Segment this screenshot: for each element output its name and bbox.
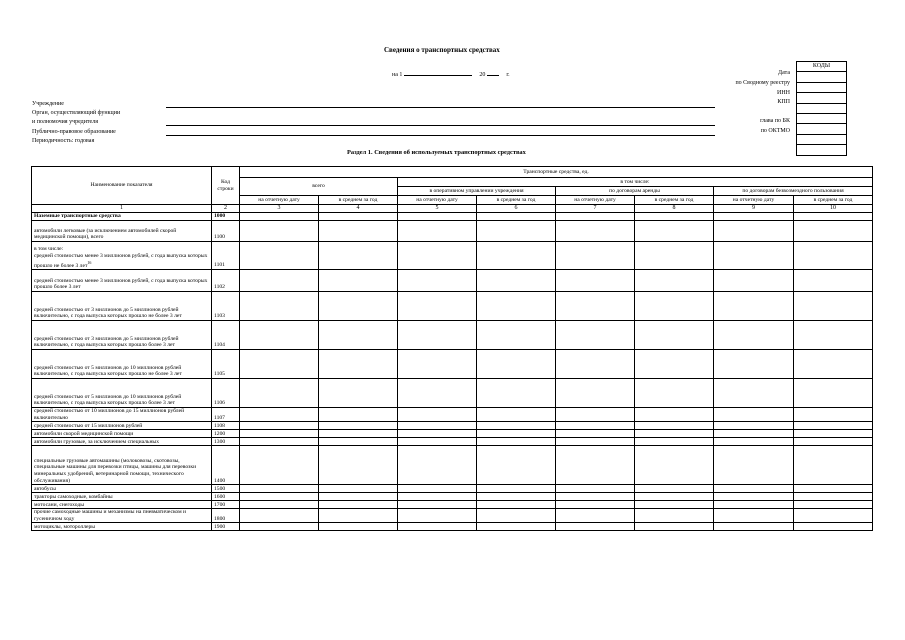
value-cell[interactable] (240, 213, 319, 221)
value-cell[interactable] (794, 221, 873, 242)
row-code: 1102 (212, 270, 240, 292)
value-cell[interactable] (240, 270, 319, 292)
table-row (32, 321, 873, 350)
row-name (32, 321, 212, 350)
field-label-authority-2: и полномочия учредителя (32, 119, 98, 125)
code-cell-inn[interactable] (797, 93, 846, 103)
value-cell[interactable] (635, 446, 714, 485)
value-cell[interactable] (398, 221, 477, 242)
value-cell[interactable] (240, 523, 319, 531)
value-cell[interactable] (240, 379, 319, 408)
code-cell-oktmo[interactable] (797, 135, 846, 145)
date-prefix: на 1 (392, 72, 403, 78)
row-code: 1600 (212, 493, 240, 501)
value-cell[interactable] (556, 446, 635, 485)
value-cell[interactable] (556, 270, 635, 292)
date-line (392, 69, 510, 78)
value-cell[interactable] (477, 523, 556, 531)
value-cell[interactable] (714, 213, 794, 221)
value-cell[interactable] (794, 379, 873, 408)
value-cell[interactable] (319, 430, 398, 438)
row-name-text: автомобили грузовые, за исключением специальных (34, 438, 159, 445)
value-cell[interactable] (398, 422, 477, 430)
row-name-text: средней стоимостью от 3 миллионов до 5 миллионов рублей включительно, с года выпуска которых прошло не более 3 лет (34, 306, 182, 320)
row-name-text: мотоциклы, мотороллеры (34, 523, 96, 530)
row-name-text: средней стоимостью от 10 миллионов до 15 миллионов рублей включительно (34, 408, 185, 421)
value-cell[interactable] (240, 321, 319, 350)
value-cell[interactable] (398, 485, 477, 493)
field-line-public-entity[interactable] (166, 135, 715, 136)
value-cell[interactable] (556, 509, 635, 523)
value-cell[interactable] (635, 422, 714, 430)
field-label-institution: Учреждение (32, 101, 64, 107)
value-cell[interactable] (240, 509, 319, 523)
header-code (212, 167, 240, 205)
value-cell[interactable] (477, 270, 556, 292)
row-name (32, 270, 212, 292)
value-cell[interactable] (794, 523, 873, 531)
value-cell[interactable] (319, 270, 398, 292)
value-cell[interactable] (556, 221, 635, 242)
value-cell[interactable] (635, 350, 714, 379)
row-code: 1000 (212, 213, 240, 221)
value-cell[interactable] (635, 485, 714, 493)
header-including: в том числе: (398, 178, 873, 187)
row-code: 1101 (212, 242, 240, 270)
date-year-prefix: 20 (479, 72, 486, 78)
row-name-text: средней стоимостью от 3 миллионов до 5 миллионов рублей включительно, с года выпуска которых прошло более 3 лет (34, 335, 179, 349)
value-cell[interactable] (556, 321, 635, 350)
row-code: 1300 (212, 438, 240, 446)
header-name: Наименование показателя (32, 167, 212, 205)
value-cell[interactable] (714, 430, 794, 438)
column-number: 10 (794, 205, 873, 213)
header-code-line1: Код (221, 178, 230, 185)
value-cell[interactable] (794, 446, 873, 485)
value-cell[interactable] (556, 501, 635, 509)
row-code: 1100 (212, 221, 240, 242)
row-name-text: в том числе: средней стоимостью менее 3 миллионов рублей, с года выпуска которых прошло не более 3 лет (34, 246, 208, 269)
value-cell[interactable] (794, 438, 873, 446)
row-name (32, 501, 212, 509)
value-cell[interactable] (714, 422, 794, 430)
value-cell[interactable] (794, 350, 873, 379)
date-year-suffix: г. (506, 72, 510, 78)
row-name-text: средней стоимостью от 5 миллионов до 10 миллионов рублей включительно, с года выпуска которых прошло не более 3 лет (34, 364, 182, 378)
value-cell[interactable] (635, 213, 714, 221)
value-cell[interactable] (240, 493, 319, 501)
value-cell[interactable] (319, 408, 398, 422)
footnote-mark: 16 (87, 259, 92, 265)
value-cell[interactable] (240, 446, 319, 485)
value-cell[interactable] (794, 213, 873, 221)
value-cell[interactable] (714, 485, 794, 493)
table-row (32, 221, 873, 242)
value-cell[interactable] (556, 379, 635, 408)
table-row (32, 501, 873, 509)
header-group-lease: по договорам аренды (556, 187, 714, 196)
row-code: 1103 (212, 292, 240, 321)
row-code: 1700 (212, 501, 240, 509)
row-name (32, 509, 212, 523)
value-cell[interactable] (319, 292, 398, 321)
table-row (32, 509, 873, 523)
table-row (32, 292, 873, 321)
value-cell[interactable] (714, 292, 794, 321)
row-name-text: автобусы (34, 485, 56, 492)
value-cell[interactable] (319, 438, 398, 446)
value-cell[interactable] (319, 350, 398, 379)
value-cell[interactable] (794, 509, 873, 523)
field-label-authority-1: Орган, осуществляющий функции (32, 110, 121, 116)
column-number: 6 (477, 205, 556, 213)
value-cell[interactable] (714, 446, 794, 485)
row-code: 1106 (212, 379, 240, 408)
value-cell[interactable] (556, 242, 635, 270)
value-cell[interactable] (477, 408, 556, 422)
value-cell[interactable] (477, 221, 556, 242)
codes-box (796, 61, 847, 156)
value-cell[interactable] (635, 408, 714, 422)
value-cell[interactable] (398, 321, 477, 350)
header-group-free-use: по договорам безвозмездного пользования (714, 187, 873, 196)
column-number: 4 (319, 205, 398, 213)
row-name (32, 242, 212, 270)
column-number: 2 (212, 205, 240, 213)
value-cell[interactable] (714, 270, 794, 292)
row-name-text: тракторы самоходные, комбайны (34, 493, 113, 500)
value-cell[interactable] (398, 501, 477, 509)
field-label-periodicity: Периодичность: годовая (32, 138, 95, 144)
table-row (32, 430, 873, 438)
value-cell[interactable] (240, 242, 319, 270)
value-cell[interactable] (635, 430, 714, 438)
row-code: 1200 (212, 430, 240, 438)
row-name-text: средней стоимостью от 15 миллионов рублей (34, 422, 143, 429)
value-cell[interactable] (635, 221, 714, 242)
value-cell[interactable] (556, 292, 635, 321)
subheader-year-average: в среднем за год (635, 196, 714, 205)
table-row (32, 350, 873, 379)
code-cell-chapter[interactable] (797, 124, 846, 134)
value-cell[interactable] (794, 501, 873, 509)
codes-header: КОДЫ (797, 62, 846, 72)
table-row (32, 408, 873, 422)
value-cell[interactable] (398, 242, 477, 270)
table-row (32, 242, 873, 270)
value-cell[interactable] (319, 242, 398, 270)
value-cell[interactable] (477, 446, 556, 485)
row-name (32, 408, 212, 422)
value-cell[interactable] (319, 509, 398, 523)
code-cell-date[interactable] (797, 72, 846, 82)
value-cell[interactable] (635, 242, 714, 270)
value-cell[interactable] (635, 501, 714, 509)
subheader-report-date: на отчетную дату (714, 196, 794, 205)
value-cell[interactable] (794, 493, 873, 501)
value-cell[interactable] (398, 270, 477, 292)
value-cell[interactable] (477, 379, 556, 408)
row-code: 1107 (212, 408, 240, 422)
value-cell[interactable] (477, 493, 556, 501)
value-cell[interactable] (398, 350, 477, 379)
section-title: Раздел 1. Сведения об используемых транспортных средствах (347, 149, 526, 156)
value-cell[interactable] (556, 213, 635, 221)
header-group-operational: в оперативном управлении учреждения (398, 187, 556, 196)
value-cell[interactable] (635, 270, 714, 292)
row-code: 1900 (212, 523, 240, 531)
value-cell[interactable] (714, 242, 794, 270)
value-cell[interactable] (477, 292, 556, 321)
value-cell[interactable] (556, 493, 635, 501)
code-cell-empty[interactable] (797, 114, 846, 124)
value-cell[interactable] (714, 523, 794, 531)
value-cell[interactable] (398, 493, 477, 501)
table-row (32, 270, 873, 292)
value-cell[interactable] (319, 493, 398, 501)
table-row (32, 422, 873, 430)
value-cell[interactable] (714, 408, 794, 422)
code-label-registry: по Сводному реестру (735, 80, 790, 86)
value-cell[interactable] (319, 321, 398, 350)
column-number: 1 (32, 205, 212, 213)
header-transport: Транспортные средства, ед. (240, 167, 873, 178)
value-cell[interactable] (240, 438, 319, 446)
value-cell[interactable] (635, 509, 714, 523)
code-label-inn: ИНН (777, 90, 790, 96)
column-number: 5 (398, 205, 477, 213)
row-name-text: мотосани, снегоходы (34, 501, 84, 508)
code-label-chapter: глава по БК (760, 118, 790, 124)
column-number: 7 (556, 205, 635, 213)
value-cell[interactable] (714, 493, 794, 501)
value-cell[interactable] (398, 430, 477, 438)
value-cell[interactable] (319, 523, 398, 531)
field-line-institution[interactable] (166, 107, 715, 108)
value-cell[interactable] (319, 221, 398, 242)
value-cell[interactable] (240, 292, 319, 321)
date-day-month-field[interactable] (404, 69, 472, 76)
value-cell[interactable] (794, 242, 873, 270)
table-body (32, 213, 873, 531)
value-cell[interactable] (477, 242, 556, 270)
code-label-date: Дата (778, 70, 790, 76)
value-cell[interactable] (635, 523, 714, 531)
value-cell[interactable] (714, 350, 794, 379)
value-cell[interactable] (714, 321, 794, 350)
value-cell[interactable] (398, 438, 477, 446)
code-cell-kpp[interactable] (797, 104, 846, 114)
value-cell[interactable] (240, 408, 319, 422)
value-cell[interactable] (240, 350, 319, 379)
field-line-authority[interactable] (166, 125, 715, 126)
row-name (32, 523, 212, 531)
subheader-year-average: в среднем за год (794, 196, 873, 205)
value-cell[interactable] (477, 422, 556, 430)
code-label-kpp: КПП (777, 99, 790, 105)
header-code-line2: строки (217, 185, 234, 192)
value-cell[interactable] (240, 501, 319, 509)
value-cell[interactable] (398, 523, 477, 531)
value-cell[interactable] (635, 493, 714, 501)
value-cell[interactable] (240, 430, 319, 438)
value-cell[interactable] (398, 408, 477, 422)
table-row (32, 379, 873, 408)
value-cell[interactable] (477, 501, 556, 509)
row-code: 1104 (212, 321, 240, 350)
row-name (32, 379, 212, 408)
subheader-year-average: в среднем за год (477, 196, 556, 205)
value-cell[interactable] (794, 408, 873, 422)
value-cell[interactable] (714, 379, 794, 408)
value-cell[interactable] (556, 408, 635, 422)
table-row (32, 485, 873, 493)
value-cell[interactable] (794, 270, 873, 292)
row-code: 1500 (212, 485, 240, 493)
code-label-oktmo: по ОКТМО (760, 128, 790, 134)
column-number: 3 (240, 205, 319, 213)
row-name-text: средней стоимостью от 5 миллионов до 10 миллионов рублей включительно, с года выпуска которых прошло более 3 лет (34, 393, 182, 407)
value-cell[interactable] (477, 438, 556, 446)
value-cell[interactable] (714, 509, 794, 523)
table-row (32, 213, 873, 221)
field-label-public-entity: Публично-правовое образование (32, 129, 116, 135)
subheader-year-average: в среднем за год (319, 196, 398, 205)
value-cell[interactable] (556, 422, 635, 430)
subheader-report-date: на отчетную дату (240, 196, 319, 205)
value-cell[interactable] (477, 350, 556, 379)
row-name (32, 221, 212, 242)
value-cell[interactable] (714, 501, 794, 509)
value-cell[interactable] (635, 379, 714, 408)
header-total: всего (240, 178, 398, 196)
value-cell[interactable] (635, 292, 714, 321)
row-name-text: средней стоимостью менее 3 миллионов рублей, с года выпуска которых прошло более 3 лет (34, 277, 208, 291)
value-cell[interactable] (556, 430, 635, 438)
value-cell[interactable] (240, 485, 319, 493)
value-cell[interactable] (794, 485, 873, 493)
value-cell[interactable] (477, 485, 556, 493)
value-cell[interactable] (556, 523, 635, 531)
table-row (32, 493, 873, 501)
row-name (32, 213, 212, 221)
value-cell[interactable] (794, 422, 873, 430)
value-cell[interactable] (635, 438, 714, 446)
row-name-text: автомобили скорой медицинской помощи (34, 430, 134, 437)
table-row (32, 523, 873, 531)
value-cell[interactable] (556, 485, 635, 493)
row-name (32, 430, 212, 438)
row-name (32, 493, 212, 501)
value-cell[interactable] (398, 509, 477, 523)
value-cell[interactable] (556, 350, 635, 379)
column-number: 9 (714, 205, 794, 213)
row-name (32, 292, 212, 321)
value-cell[interactable] (240, 422, 319, 430)
column-number: 8 (635, 205, 714, 213)
code-cell-periodicity[interactable] (797, 145, 846, 155)
value-cell[interactable] (319, 501, 398, 509)
row-code: 1105 (212, 350, 240, 379)
value-cell[interactable] (477, 213, 556, 221)
row-name-text: прочие самоходные машины и механизмы на пневматическом и гусеничном ходу (34, 509, 186, 522)
transport-table (31, 166, 873, 531)
subheader-report-date: на отчетную дату (398, 196, 477, 205)
row-name-text: автомобили легковые (за исключением автомобилей скорой медицинской помощи), всего (34, 227, 177, 241)
value-cell[interactable] (398, 213, 477, 221)
value-cell[interactable] (319, 422, 398, 430)
date-year-field[interactable] (487, 69, 499, 76)
value-cell[interactable] (319, 446, 398, 485)
form-title: Сведения о транспортных средствах (384, 46, 500, 54)
table-row (32, 438, 873, 446)
row-name (32, 485, 212, 493)
value-cell[interactable] (477, 430, 556, 438)
value-cell[interactable] (635, 321, 714, 350)
code-cell-registry[interactable] (797, 83, 846, 93)
value-cell[interactable] (398, 446, 477, 485)
value-cell[interactable] (319, 485, 398, 493)
value-cell[interactable] (477, 321, 556, 350)
row-code: 1400 (212, 446, 240, 485)
row-name-text: Наземные транспортные средства (34, 213, 121, 220)
value-cell[interactable] (556, 438, 635, 446)
value-cell[interactable] (794, 292, 873, 321)
row-name-text: специальные грузовые автомашины (молоковозы, скотовозы, специальные машины для перевозки птицы, машины для перевозки минеральных удобрений, ветеринарной помощи, технического обслуживания) (34, 457, 197, 484)
row-name (32, 446, 212, 485)
row-name (32, 422, 212, 430)
value-cell[interactable] (319, 379, 398, 408)
value-cell[interactable] (240, 221, 319, 242)
row-name (32, 350, 212, 379)
value-cell[interactable] (714, 221, 794, 242)
value-cell[interactable] (714, 438, 794, 446)
row-code: 1108 (212, 422, 240, 430)
value-cell[interactable] (794, 321, 873, 350)
value-cell[interactable] (398, 292, 477, 321)
value-cell[interactable] (477, 509, 556, 523)
subheader-report-date: на отчетную дату (556, 196, 635, 205)
value-cell[interactable] (398, 379, 477, 408)
row-code: 1800 (212, 509, 240, 523)
table-row (32, 446, 873, 485)
value-cell[interactable] (794, 430, 873, 438)
value-cell[interactable] (319, 213, 398, 221)
row-name (32, 438, 212, 446)
